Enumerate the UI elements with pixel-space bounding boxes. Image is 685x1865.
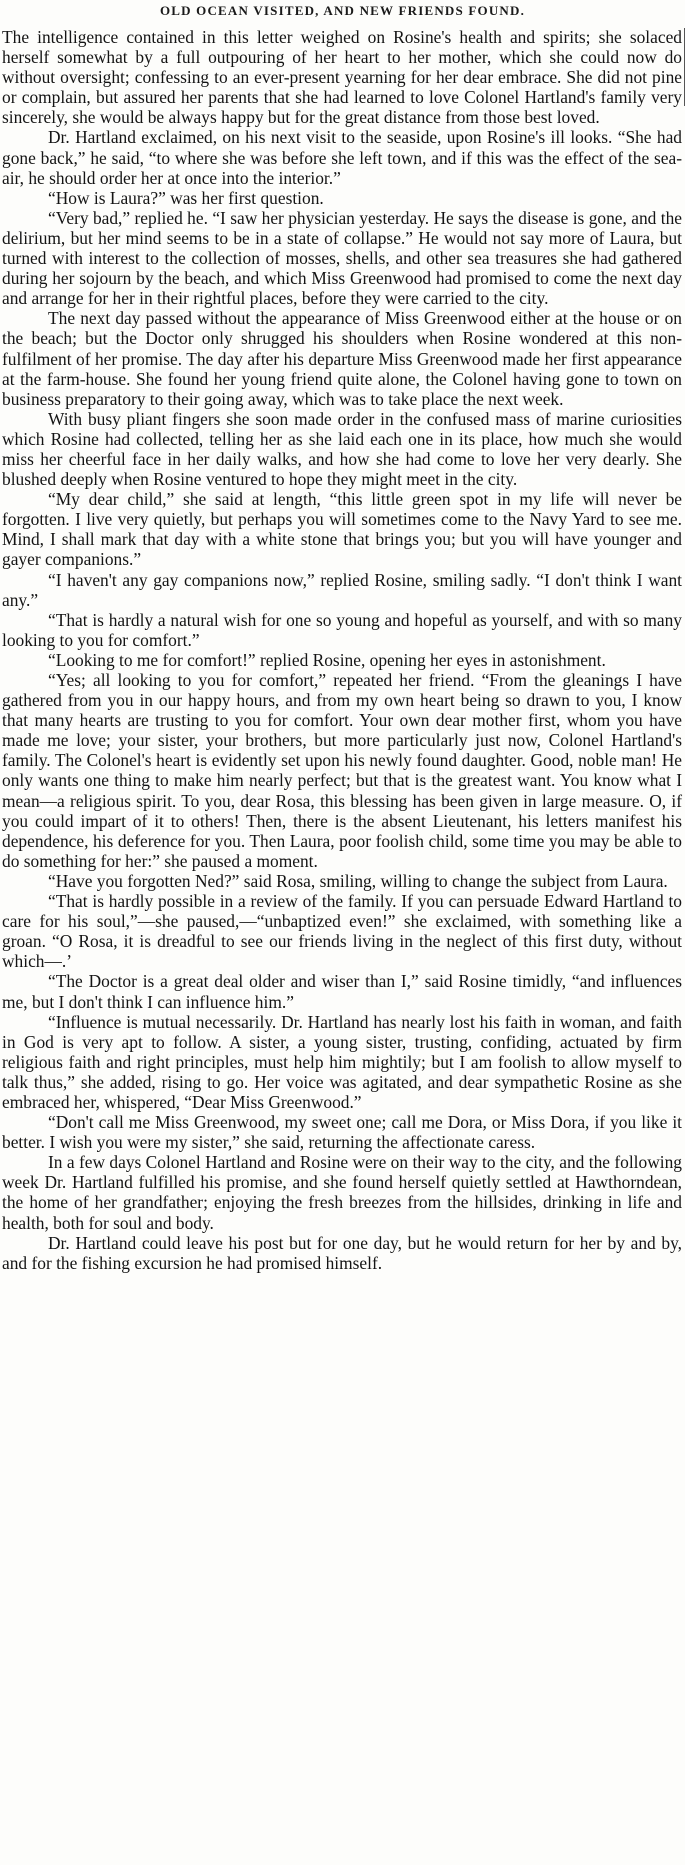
paragraph: “Yes; all looking to you for comfort,” repeated her friend. “From the gleanings I have gathered from you in our happy hours, and from my own heart being so drawn to you, I know that many hearts are trusting to you for comfort. Your own dear mother first, whom you have made me love; your sister, your brothers, but more particularly just now, Colonel Hartland's family. The Colonel's heart is evidently set upon his newly found daughter. Good, noble man! He only wants one thing to make him nearly perfect; but that is the greatest want. You know what I mean—a religious spirit. To you, dear Rosa, this blessing has been given in large measure. O, if you could impart of it to others! Then, there is the absent Lieutenant, his letters manifest his dependence, his deference for you. Then Laura, poor foolish child, some time you may be able to do something for her:” she paused a moment. bbox=[2, 670, 682, 871]
paragraph: “Looking to me for comfort!” replied Rosine, opening her eyes in astonishment. bbox=[48, 649, 606, 670]
running-head: OLD OCEAN VISITED, AND NEW FRIENDS FOUND. bbox=[159, 3, 526, 18]
paragraph: “The Doctor is a great deal older and wiser than I,” said Rosine timidly, “and influences me, but I don't think I can influence him.” bbox=[2, 971, 682, 1012]
paragraph: “Very bad,” replied he. “I saw her physician yesterday. He says the disease is gone, and the delirium, but her mind seems to be in a state of collapse.” He would not say more of Laura, but turned with interest to the collection of mosses, shells, and other sea treasures she had gathered during her sojourn by the beach, and which Miss Greenwood had promised to come the next day and arrange for her in their rightful places, before they were carried to the city. bbox=[2, 207, 682, 309]
paragraph: Dr. Hartland exclaimed, on his next visit to the seaside, upon Rosine's ill looks. “She had gone back,” he said, “to where she was before she left town, and if this was the effect of the sea-air, he should order her at once into the interior.” bbox=[2, 127, 682, 188]
paragraph: “Don't call me Miss Greenwood, my sweet one; call me Dora, or Miss Dora, if you like it better. I wish you were my sister,” she said, returning the affectionate caress. bbox=[2, 1112, 682, 1153]
paragraph: The intelligence contained in this letter weighed on Rosine's health and spirits; she solaced herself somewhat by a full outpouring of her heart to her mother, which she could now do without oversight; confessing to an ever-present yearning for her dear embrace. She did not pine or complain, but assured her parents that she had learned to love Colonel Hartland's family very sincerely, she would be always happy but for the great distance from those best loved. bbox=[2, 27, 682, 128]
paragraph: “That is hardly possible in a review of the family. If you can persuade Edward Hartland to care for his soul,”—she paused,—“unbaptized even!” she exclaimed, with something like a groan. “O Rosa, it is dreadful to see our friends living in the neglect of this first duty, without which—.’ bbox=[2, 891, 682, 972]
paragraph: “That is hardly a natural wish for one so young and hopeful as yourself, and with so many looking to you for comfort.” bbox=[2, 609, 682, 650]
paragraph: “I haven't any gay companions now,” replied Rosine, smiling sadly. “I don't think I want any.” bbox=[2, 569, 682, 610]
paragraph: With busy pliant fingers she soon made order in the confused mass of marine curiosities which Rosine had collected, telling her as she laid each one in its place, how much she would miss her cheerful face in her daily walks, and how she had come to love her very dearly. She blushed deeply when Rosine ventured to hope they might meet in the city. bbox=[2, 408, 682, 490]
paragraph: Dr. Hartland could leave his post but for one day, but he would return for her by and by, and for the fishing excursion he had promised himself. bbox=[2, 1232, 682, 1273]
paragraph: “My dear child,” she said at length, “this little green spot in my life will never be forgotten. I live very quietly, but perhaps you will sometimes come to the Navy Yard to see me. Mind, I shall mark that day with a white stone that brings you; but you will have younger and gayer companions.” bbox=[2, 489, 682, 570]
paragraph: In a few days Colonel Hartland and Rosine were on their way to the city, and the following week Dr. Hartland fulfilled his promise, and she found herself quietly settled at Hawthorndean, the home of her grandfather; enjoying the fresh breezes from the hillsides, drinking in life and health, both for soul and body. bbox=[2, 1152, 682, 1233]
paragraph: The next day passed without the appearance of Miss Greenwood either at the house or on the beach; but the Doctor only shrugged his shoulders when Rosine wondered at this non-fulfilment of her promise. The day after his departure Miss Greenwood made her first appearance at the farm-house. She found her young friend quite alone, the Colonel having gone to town on business preparatory to their going away, which was to take place the next week. bbox=[2, 308, 682, 409]
paragraph: “How is Laura?” was her first question. bbox=[48, 187, 324, 208]
paragraph: “Influence is mutual necessarily. Dr. Hartland has nearly lost his faith in woman, and faith in God is very apt to follow. A sister, a young sister, trusting, confiding, actuated by firm religious faith and right principles, must help him mightily; but I am foolish to allow myself to talk thus,” she added, rising to go. Her voice was agitated, and dear sympathetic Rosine as she embraced her, whispered, “Dear Miss Greenwood.” bbox=[2, 1011, 682, 1112]
paragraph: “Have you forgotten Ned?” said Rosa, smiling, willing to change the subject from Laura. bbox=[48, 870, 668, 891]
text-column bbox=[2, 27, 682, 1273]
